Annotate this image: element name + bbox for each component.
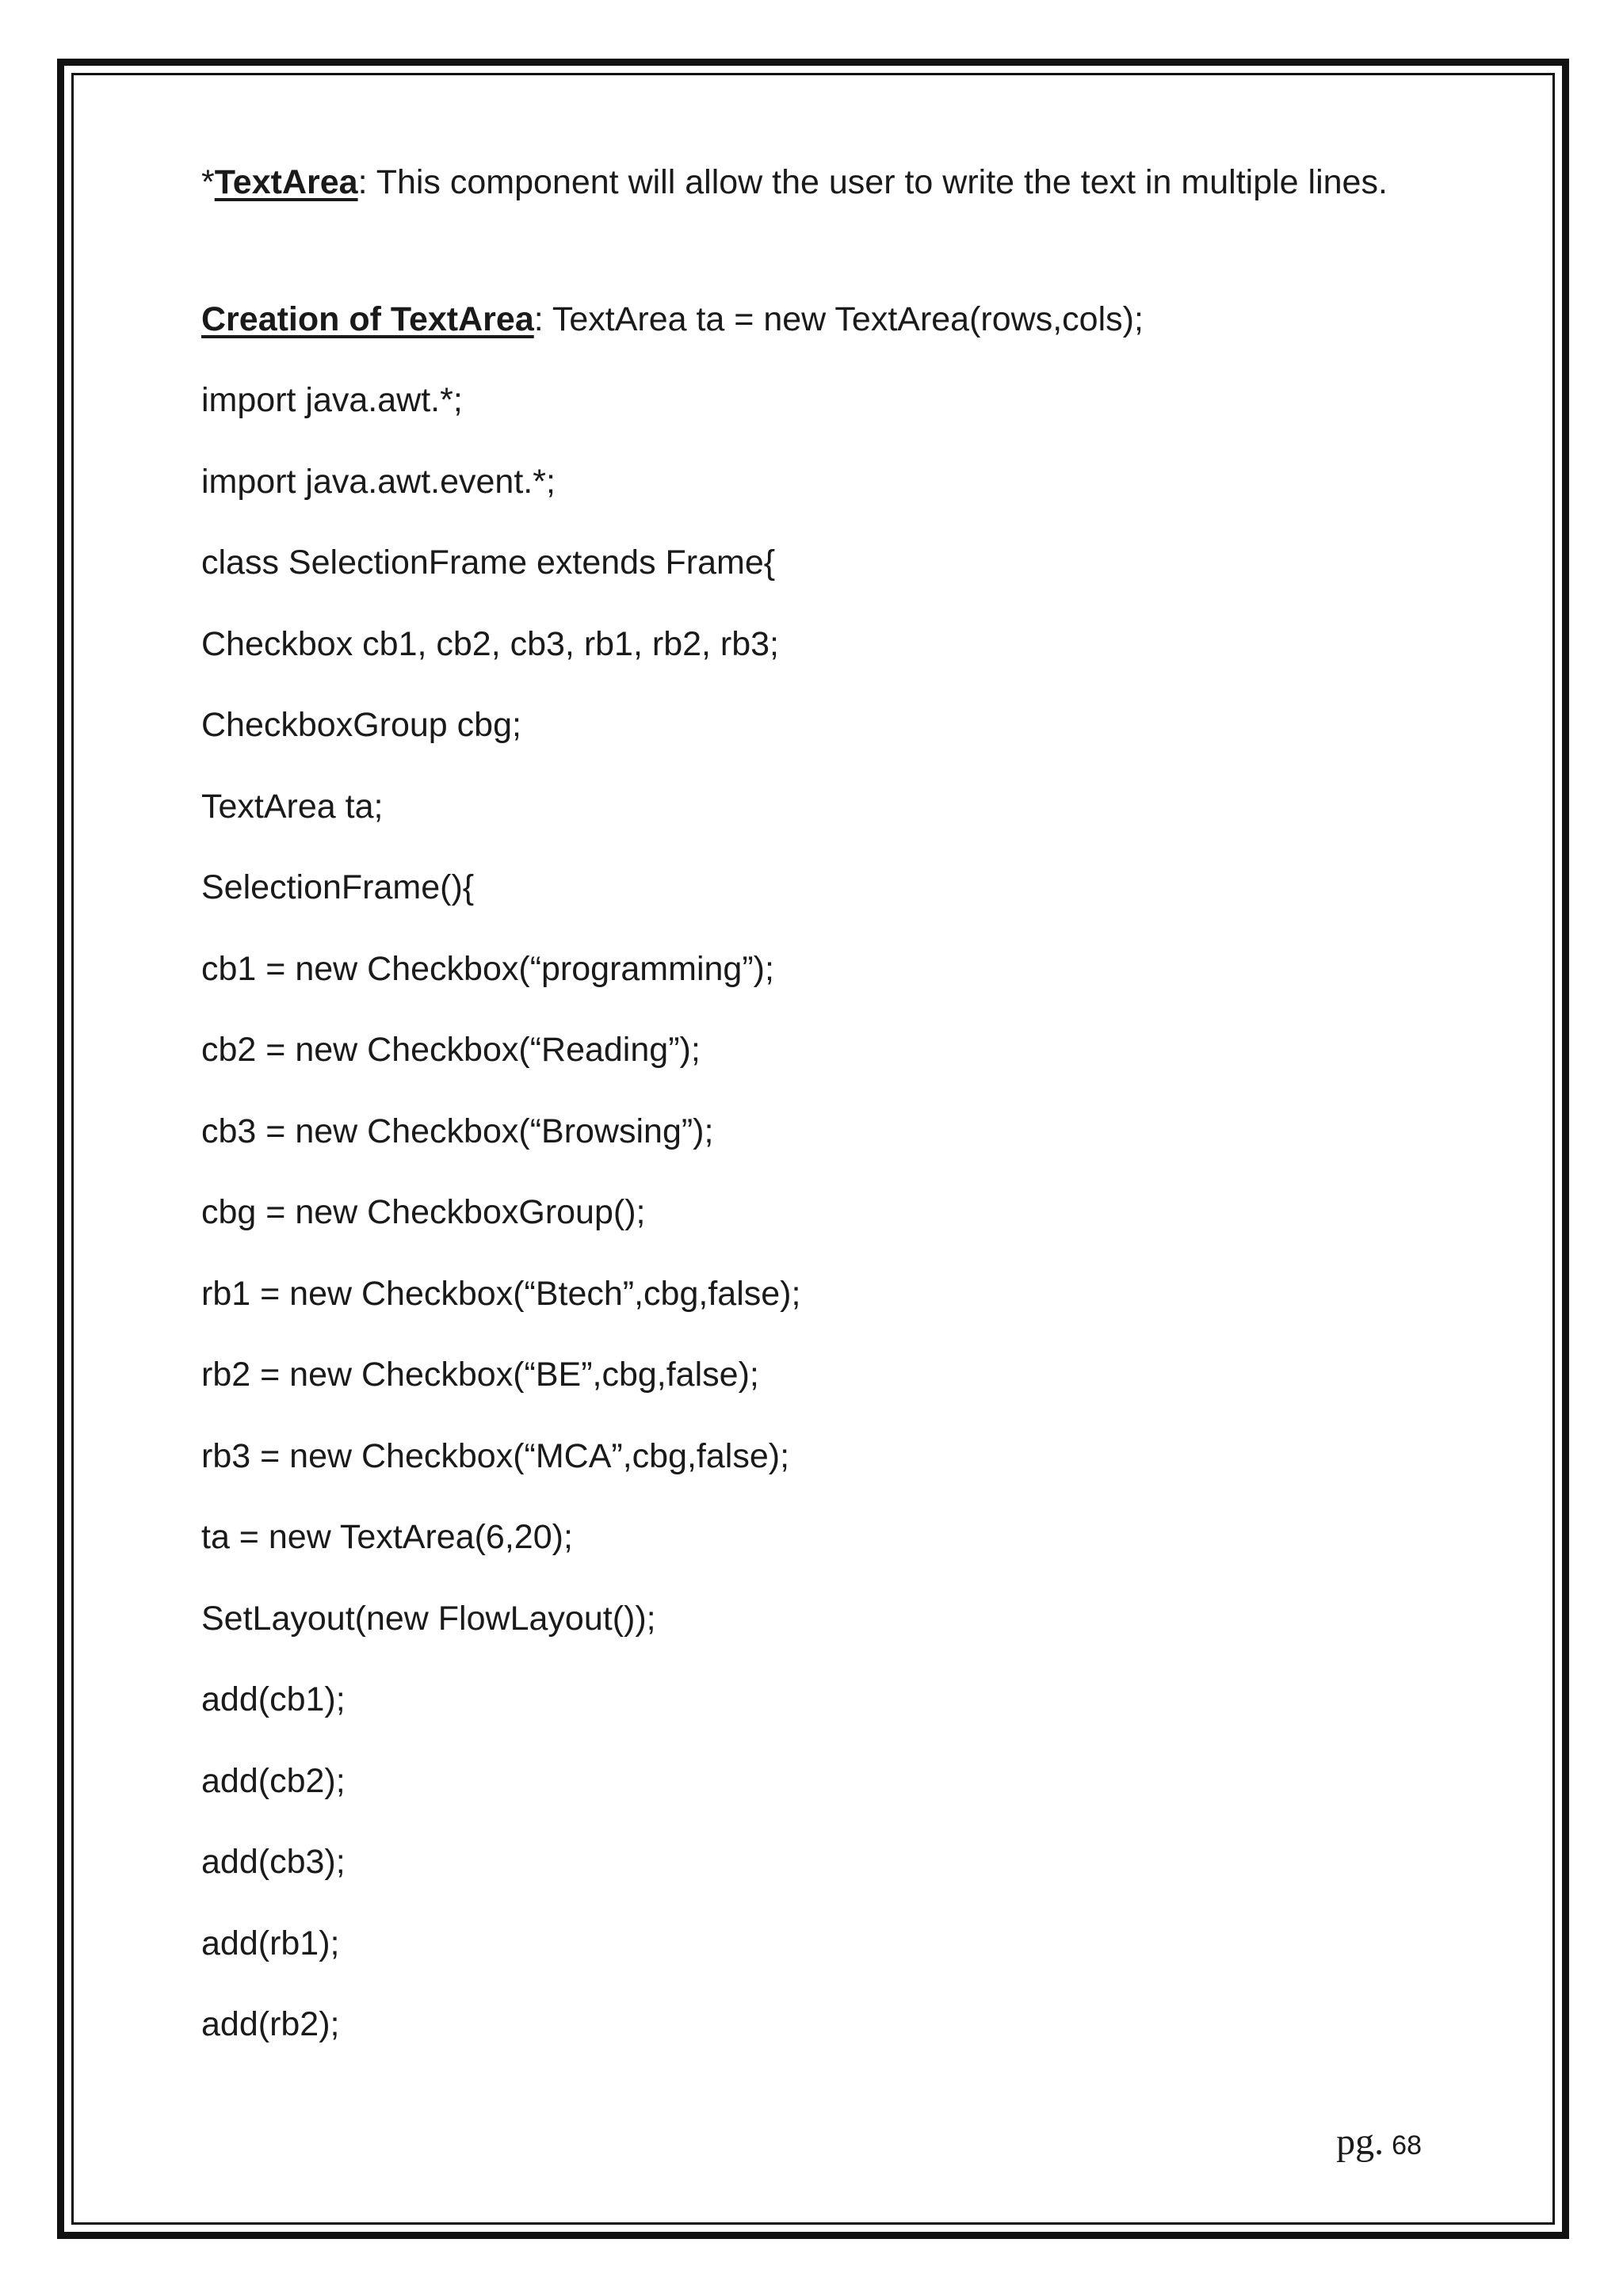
- code-line: add(rb1);: [201, 1924, 340, 1962]
- creation-term: Creation of TextArea: [201, 300, 534, 338]
- code-line: SetLayout(new FlowLayout());: [201, 1599, 656, 1638]
- code-line: cb3 = new Checkbox(“Browsing”);: [201, 1112, 714, 1150]
- creation-line: [201, 296, 1144, 343]
- creation-code: : TextArea ta = new TextArea(rows,cols);: [533, 300, 1144, 338]
- page-number-label: pg.: [1336, 2121, 1384, 2163]
- code-line: ta = new TextArea(6,20);: [201, 1518, 573, 1556]
- code-line: TextArea ta;: [201, 787, 384, 826]
- code-line: rb3 = new Checkbox(“MCA”,cbg,false);: [201, 1436, 790, 1475]
- code-line: import java.awt.*;: [201, 381, 463, 419]
- code-line: cb1 = new Checkbox(“programming”);: [201, 949, 774, 988]
- code-line: SelectionFrame(){: [201, 868, 475, 906]
- code-line: cbg = new CheckboxGroup();: [201, 1193, 646, 1231]
- code-line: add(cb2);: [201, 1761, 346, 1800]
- code-line: Checkbox cb1, cb2, cb3, rb1, rb2, rb3;: [201, 624, 780, 663]
- page-content: [201, 155, 1422, 2043]
- code-line: add(cb3);: [201, 1843, 346, 1881]
- textarea-intro-paragraph: [201, 155, 1422, 209]
- intro-prefix: *: [201, 163, 215, 201]
- code-line: cb2 = new Checkbox(“Reading”);: [201, 1031, 701, 1069]
- code-line: class SelectionFrame extends Frame{: [201, 543, 776, 582]
- code-line: add(rb2);: [201, 2005, 340, 2043]
- page-number: [1336, 2120, 1422, 2164]
- page-number-value: 68: [1392, 2130, 1422, 2161]
- code-line: CheckboxGroup cbg;: [201, 706, 521, 744]
- textarea-description: : This component will allow the user to write the text in multiple lines.: [357, 163, 1388, 201]
- code-line: rb2 = new Checkbox(“BE”,cbg,false);: [201, 1356, 759, 1394]
- code-line: rb1 = new Checkbox(“Btech”,cbg,false);: [201, 1274, 801, 1313]
- textarea-term: TextArea: [214, 163, 358, 201]
- code-line: import java.awt.event.*;: [201, 462, 556, 501]
- code-line: add(cb1);: [201, 1680, 346, 1718]
